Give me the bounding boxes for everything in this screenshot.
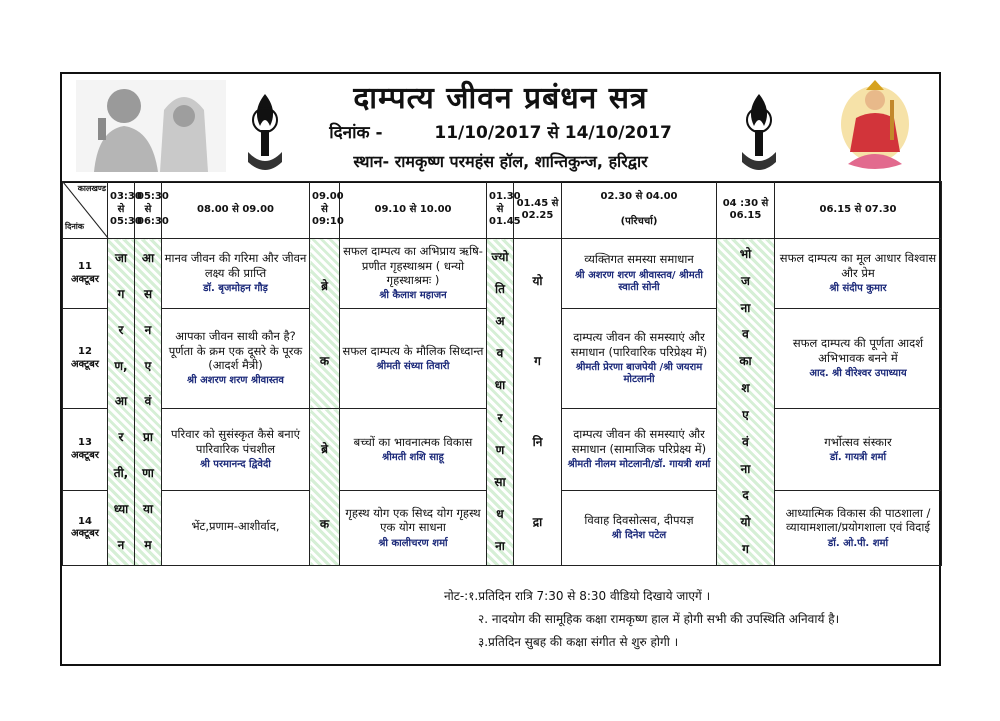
session-subject: दाम्पत्य जीवन की समस्याएं और समाधान (सामाजिक परिप्रेक्ष्य में) [571,427,707,456]
vertical-char: द्रा [532,515,543,530]
vertical-char: आ [114,394,128,409]
vertical-char: यो [740,515,751,530]
note-2: २. नादयोग की सामूहिक कक्षा रामकृष्ण हाल में होगी सभी की उपस्थिति अनिवार्य है। [478,612,840,626]
parivarcha-label: (परिचर्चा) [620,216,658,228]
corner-cell [63,182,108,239]
session-subject: व्यक्तिगत समस्या समाधान [584,252,694,267]
time-0230-value: 02.30 से 04.00 [600,191,678,203]
vertical-char: द [742,488,749,503]
session-speaker: डॉ. ओ.पी. शर्मा [827,537,889,549]
vertical-char: ण [495,442,505,457]
col-yognidra [514,239,562,566]
page-title: दाम्पत्य जीवन प्रबंधन सत्र [353,81,648,116]
col-jagran-aarti [108,239,135,566]
day-cell: 13 अक्टूबर [63,409,108,491]
session-speaker: श्रीमती शशि साहू [382,451,444,463]
time-0430: 04 :30 से 06.15 [717,182,775,239]
vertical-char: न [144,322,152,337]
vertical-char: नि [532,434,543,449]
vertical-char: र [497,410,503,425]
time-0145: 01.45 से 02.25 [514,182,562,239]
vertical-char: जा [114,251,127,266]
time-0130: 01.30 से 01.45 [487,182,514,239]
session-cell [775,239,942,309]
vertical-char: णा [142,465,154,480]
vertical-char: या [142,501,154,516]
time-header-row [63,182,942,239]
col-asan-pranayam [135,239,162,566]
vertical-char: ज्यो [491,249,509,264]
vertical-char: का [739,354,752,369]
session-subject: आध्यात्मिक विकास की पाठशाला / व्यायामशाला/प्रयोगशाला एवं विदाई [785,505,931,535]
time-0800: 08.00 से 09.00 [162,182,310,239]
time-0330: 03:30 से 05:30 [108,182,135,239]
session-cell [775,309,942,409]
vertical-char: ध्या [113,501,129,516]
session-cell [775,409,942,491]
session-speaker: श्री अशरण शरण श्रीवास्तव/ श्रीमती स्वाती सोनी [574,269,704,294]
session-subject: सफल दाम्पत्य के मौलिक सिध्दान्त [342,343,484,358]
vertical-char: व [742,327,749,342]
col-break-2 [310,409,340,566]
day-cell: 11 अक्टूबर [63,239,108,309]
session-speaker: श्रीमती नीलम मोटलानी/डॉ. गायत्री शर्मा [567,459,711,471]
time-0910: 09.10 से 10.00 [340,182,487,239]
session-cell [340,491,487,566]
session-subject: भेंट,प्रणाम-आशीर्वाद, [191,519,280,534]
session-speaker: आद. श्री वीरेश्वर उपाध्याय [809,368,907,380]
session-cell [340,239,487,309]
date-range: 11/10/2017 से 14/10/2017 [434,123,672,143]
session-subject: गर्भोत्सव संस्कार [824,434,892,449]
vertical-char: ग [742,542,749,557]
schedule-frame [60,72,941,666]
vertical-char: ना [740,461,751,476]
vertical-char: स [143,287,153,302]
session-subject: बच्चों का भावनात्मक विकास [353,434,473,449]
session-speaker: डॉ. बृजमोहन गौड़ [203,283,268,295]
session-speaker: श्री कैलाश महाजन [379,290,447,302]
corner-bottom: दिनांक [65,222,84,231]
vertical-char: अ [495,313,505,328]
session-subject: सफल दाम्पत्य का मूल आधार विश्वास और प्रेम [779,251,937,280]
venue-label: स्थान- [353,152,390,171]
session-speaker: श्री दिनेश पटेल [611,530,667,542]
vertical-char: ति [495,281,505,296]
session-speaker: श्री परमानन्द द्विवेदी [200,459,271,471]
note-3: ३.प्रतिदिन सुबह की कक्षा संगीत से शुरु होगी । [478,635,679,649]
time-0900: 09.00 से 09:10 [310,182,340,239]
vertical-char: म [144,537,152,552]
schedule-header [62,74,939,183]
session-subject: विवाह दिवसोत्सव, दीपयज्ञ [584,513,694,528]
time-0230 [562,182,717,239]
session-cell [562,309,717,409]
session-speaker: श्रीमती संध्या तिवारी [376,360,450,372]
vertical-char: प्रा [143,430,153,445]
session-subject: मानव जीवन की गरिमा और जीवन लक्ष्य की प्राप्ति [164,251,307,280]
session-cell [562,409,717,491]
venue-text: रामकृष्ण परमहंस हॉल, शान्तिकुन्ज, हरिद्वार [394,152,648,171]
col-break-1 [310,239,340,409]
session-cell [775,491,942,566]
session-cell [162,239,310,309]
vertical-char: सा [494,474,506,489]
vertical-char: ण, [114,358,128,373]
schedule-table [62,181,939,566]
session-speaker: श्री कालीचरण शर्मा [378,537,448,549]
session-cell [562,239,717,309]
vertical-char: ग [534,354,541,369]
vertical-char: र [118,322,124,337]
vertical-char: न [117,537,125,552]
vertical-char: श [741,381,750,396]
vertical-char: आ [141,251,155,266]
vertical-char: ब्रे [321,442,328,456]
vertical-char: ए [742,407,749,422]
session-speaker: श्रीमती प्रेरणा बाजपेयी /श्री जयराम मोटलानी [575,361,703,386]
vertical-char: यो [532,273,543,288]
time-0615: 06.15 से 07.30 [775,182,942,239]
day-cell: 12 अक्टूबर [63,309,108,409]
date-line [62,120,939,143]
corner-top: कालखण्ड [77,184,106,193]
note-1: नोट-:१.प्रतिदिन रात्रि 7:30 से 8:30 वीडियो दिखाये जाएगें । [444,589,711,603]
vertical-char: क [319,353,330,368]
vertical-char: ब्रे [321,278,328,293]
vertical-char: ना [495,539,505,554]
session-subject: सफल दाम्पत्य का अभिप्राय ऋषि-प्रणीत गृहस्थाश्रम ( धन्यो गृहस्थाश्रमः ) [343,244,483,287]
vertical-char: भो [739,246,752,261]
table-row [63,239,942,309]
session-subject: दाम्पत्य जीवन की समस्याएं और समाधान (पारिवारिक परिप्रेक्ष्य में) [570,330,708,359]
time-0530: 05:30 से 06:30 [135,182,162,239]
vertical-char: क [319,517,330,531]
session-cell [340,309,487,409]
session-subject: सफल दाम्पत्य की पूर्णता आदर्श अभिभावक बनने में [792,336,924,365]
vertical-char: धा [494,378,506,393]
vertical-char: ध [496,507,504,522]
venue-line [62,150,939,172]
vertical-char: ना [740,300,751,315]
vertical-char: ती, [113,465,129,480]
session-cell [162,409,310,491]
vertical-char: ज [741,273,750,288]
session-subject: गृहस्थ योग एक सिध्द योग गृहस्थ एक योग साधना [345,505,481,535]
session-cell [340,409,487,491]
vertical-char: ग [117,287,125,302]
vertical-char: र [118,430,124,445]
session-speaker: श्री संदीप कुमार [829,283,887,295]
session-subject: परिवार को सुसंस्कृत कैसे बनाएं पारिवारिक पंचशील [170,427,301,456]
session-cell [562,491,717,566]
session-speaker: डॉ. गायत्री शर्मा [829,451,887,463]
vertical-char: व [496,346,504,361]
session-cell [162,309,310,409]
vertical-char: वं [742,434,749,449]
date-label: दिनांक - [329,123,383,143]
vertical-char: वं [144,394,152,409]
col-bhojan-nadyog [717,239,775,566]
day-cell: 14 अक्टूबर [63,491,108,566]
vertical-char: ए [144,358,152,373]
col-jyoti-avadharan [487,239,514,566]
session-speaker: श्री अशरण शरण श्रीवास्तव [187,375,284,387]
session-subject: आपका जीवन साथी कौन है? पूर्णता के क्रम एक दूसरे के पूरक (आदर्श मैत्री) [168,329,303,372]
session-cell [162,491,310,566]
